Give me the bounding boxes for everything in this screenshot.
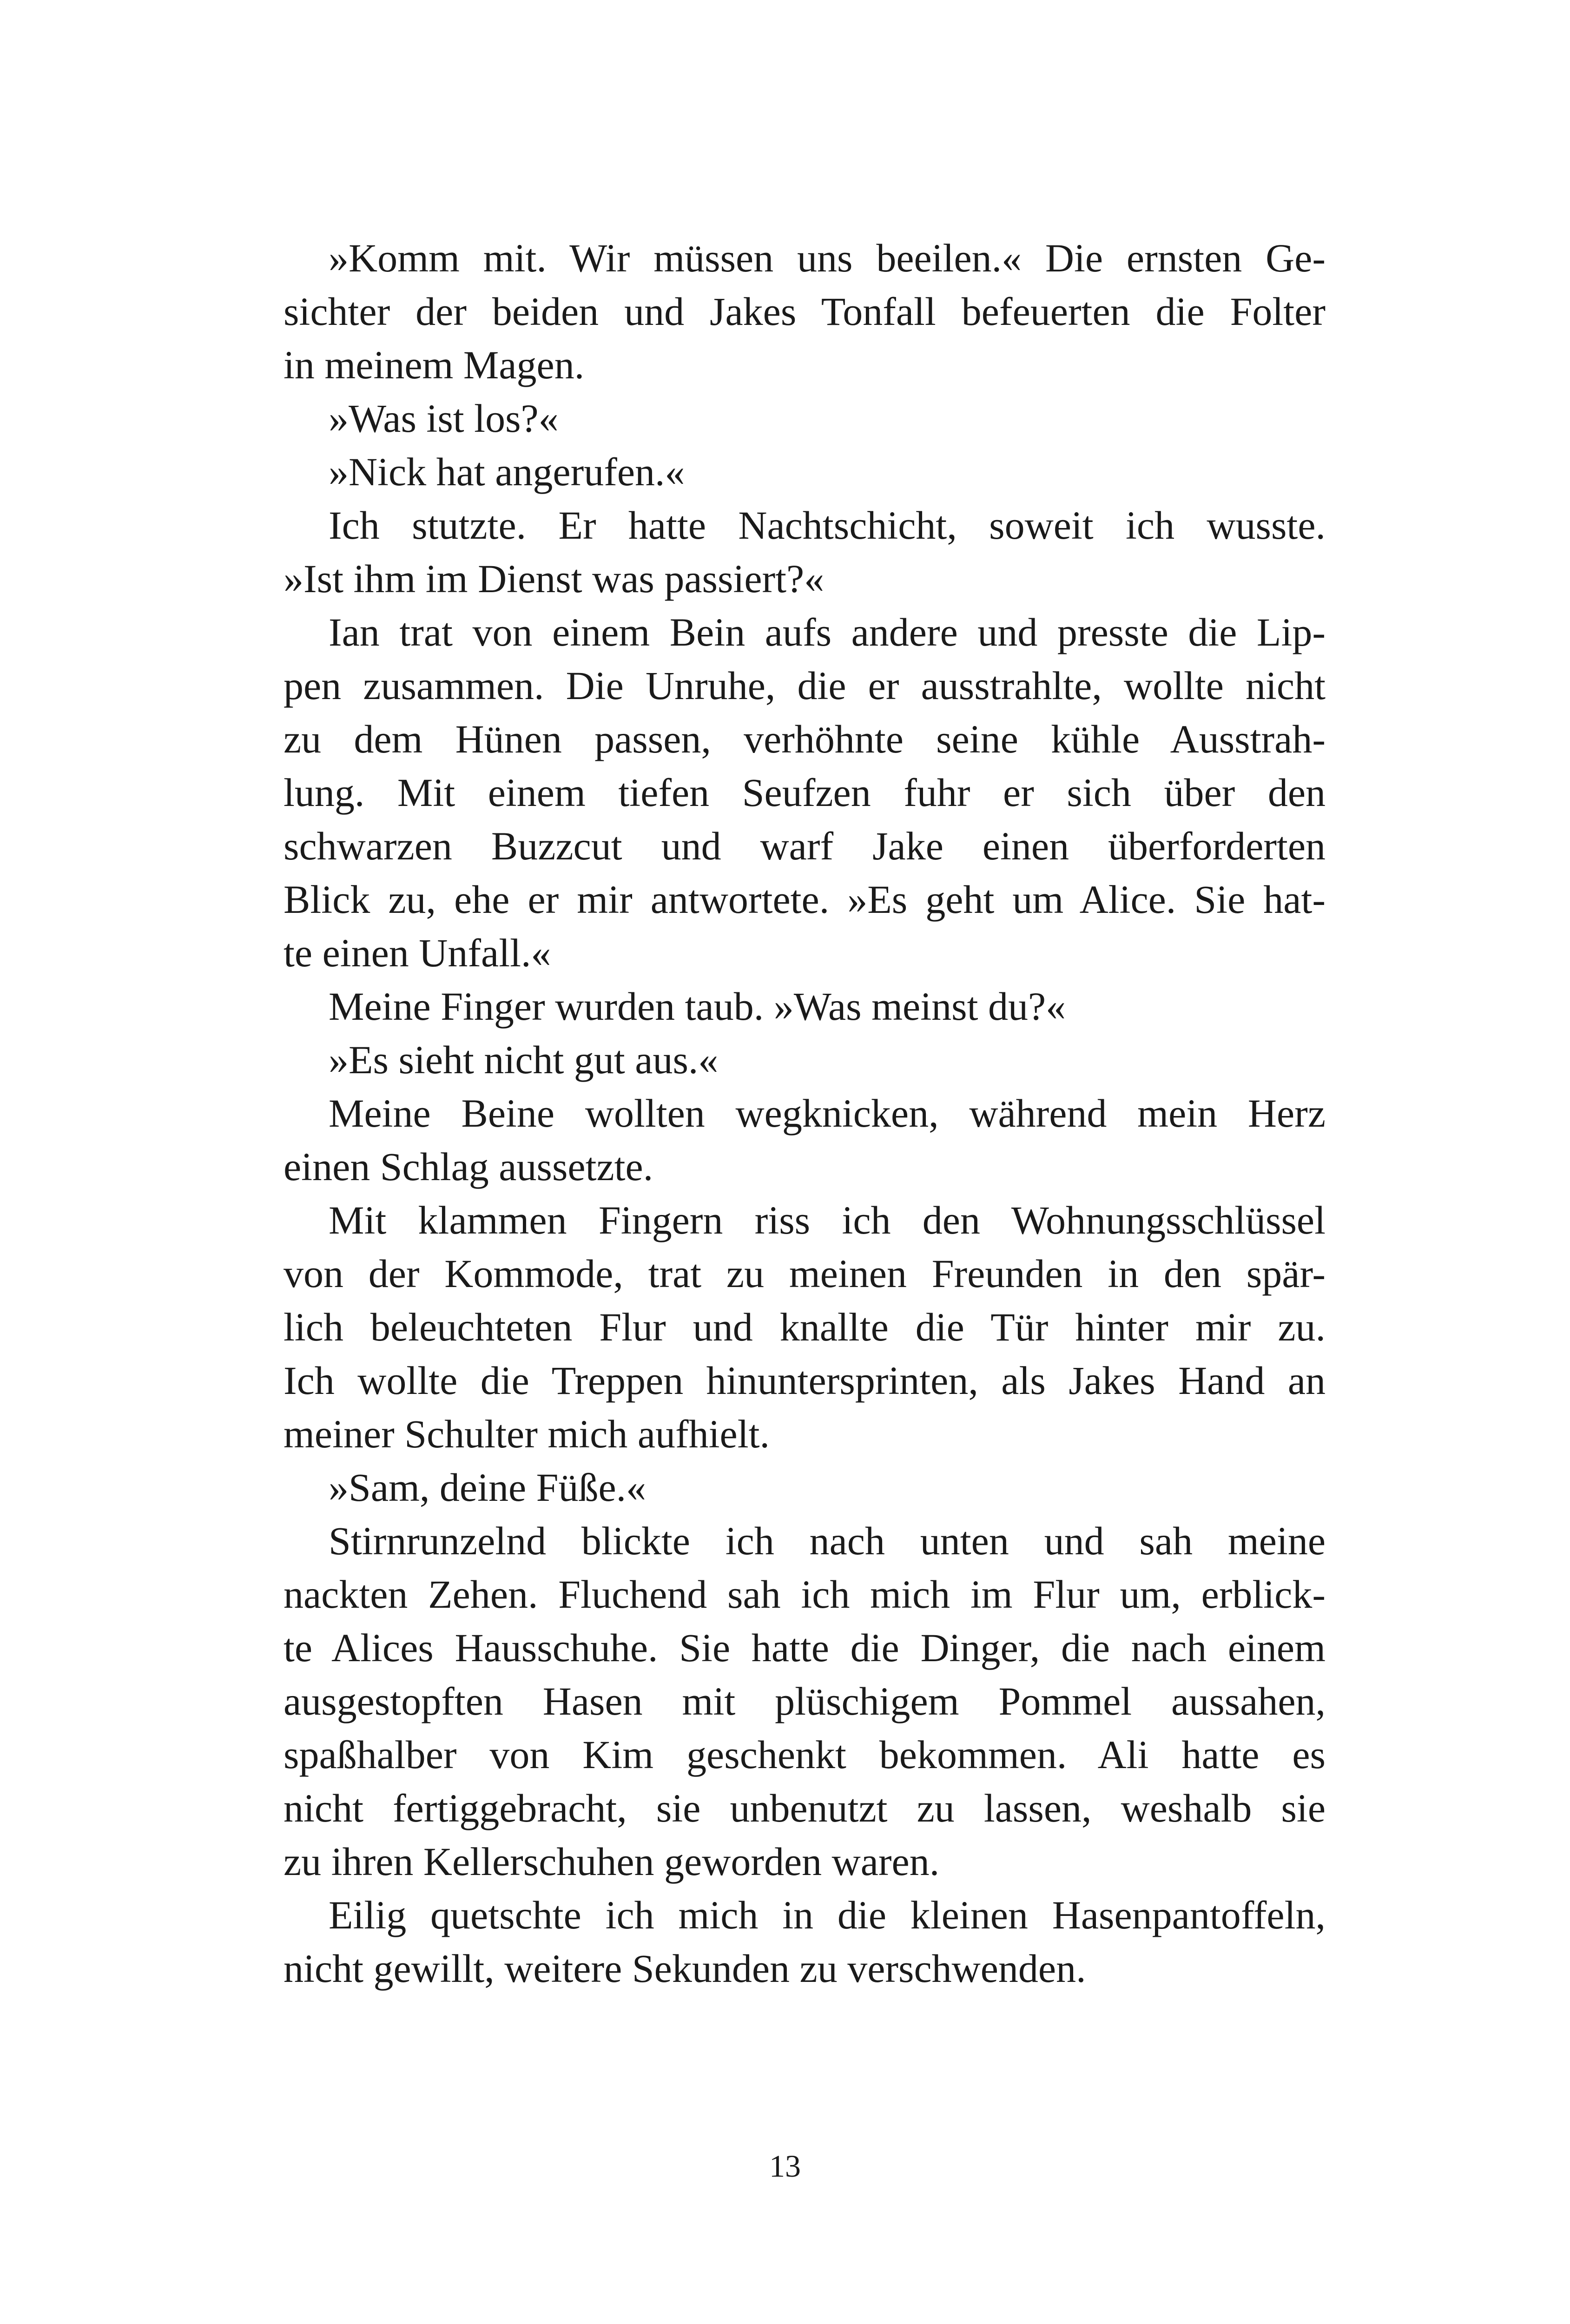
text-line: Meine Beine wollten wegknicken, während mein Herz <box>329 1091 1326 1136</box>
text-line: von der Kommode, trat zu meinen Freunden in den spär- <box>284 1251 1326 1296</box>
text-line: Ich stutzte. Er hatte Nachtschicht, soweit ich wusste. <box>329 503 1326 548</box>
text-line: spaßhalber von Kim geschenkt bekommen. Ali hatte es <box>284 1732 1326 1777</box>
text-line: sichter der beiden und Jakes Tonfall befeuerten die Folter <box>284 289 1326 334</box>
text-line: »Es sieht nicht gut aus.« <box>329 1037 719 1082</box>
text-line: einen Schlag aussetzte. <box>284 1144 653 1189</box>
text-line: pen zusammen. Die Unruhe, die er ausstrahlte, wollte nicht <box>284 663 1326 708</box>
text-line: Stirnrunzelnd blickte ich nach unten und sah meine <box>329 1519 1326 1563</box>
text-line: Ian trat von einem Bein aufs andere und presste die Lip- <box>329 610 1326 654</box>
text-line: zu dem Hünen passen, verhöhnte seine kühle Ausstrah- <box>284 717 1326 761</box>
text-line: te Alices Hausschuhe. Sie hatte die Dinger, die nach einem <box>284 1625 1326 1670</box>
text-line: lung. Mit einem tiefen Seufzen fuhr er sich über den <box>284 770 1326 815</box>
text-line: lich beleuchteten Flur und knallte die Tür hinter mir zu. <box>284 1305 1326 1349</box>
body-text <box>284 231 1326 1995</box>
text-line: »Ist ihm im Dienst was passiert?« <box>284 556 825 601</box>
text-line: nackten Zehen. Fluchend sah ich mich im Flur um, erblick- <box>284 1572 1326 1617</box>
text-line: schwarzen Buzzcut und warf Jake einen überforderten <box>284 824 1326 868</box>
text-line: »Was ist los?« <box>329 396 559 441</box>
text-line: zu ihren Kellerschuhen geworden waren. <box>284 1839 940 1884</box>
text-line: Ich wollte die Treppen hinuntersprinten, als Jakes Hand an <box>284 1358 1326 1403</box>
text-line: in meinem Magen. <box>284 343 585 387</box>
text-line: nicht gewillt, weitere Sekunden zu verschwenden. <box>284 1946 1086 1991</box>
text-line: Eilig quetschte ich mich in die kleinen Hasenpantoffeln, <box>329 1893 1326 1937</box>
text-line: »Komm mit. Wir müssen uns beeilen.« Die ernsten Ge- <box>329 236 1326 280</box>
text-line: Meine Finger wurden taub. »Was meinst du?« <box>329 984 1066 1029</box>
page-number: 13 <box>769 2148 801 2184</box>
text-line: Mit klammen Fingern riss ich den Wohnungsschlüssel <box>329 1198 1326 1242</box>
text-line: Blick zu, ehe er mir antwortete. »Es geht um Alice. Sie hat- <box>284 877 1326 922</box>
text-line: ausgestopften Hasen mit plüschigem Pommel aussahen, <box>284 1679 1326 1723</box>
text-line: te einen Unfall.« <box>284 931 551 975</box>
text-line: nicht fertiggebracht, sie unbenutzt zu lassen, weshalb sie <box>284 1786 1326 1830</box>
text-line: meiner Schulter mich aufhielt. <box>284 1412 770 1456</box>
text-line: »Sam, deine Füße.« <box>329 1465 646 1510</box>
text-line: »Nick hat angerufen.« <box>329 449 685 494</box>
